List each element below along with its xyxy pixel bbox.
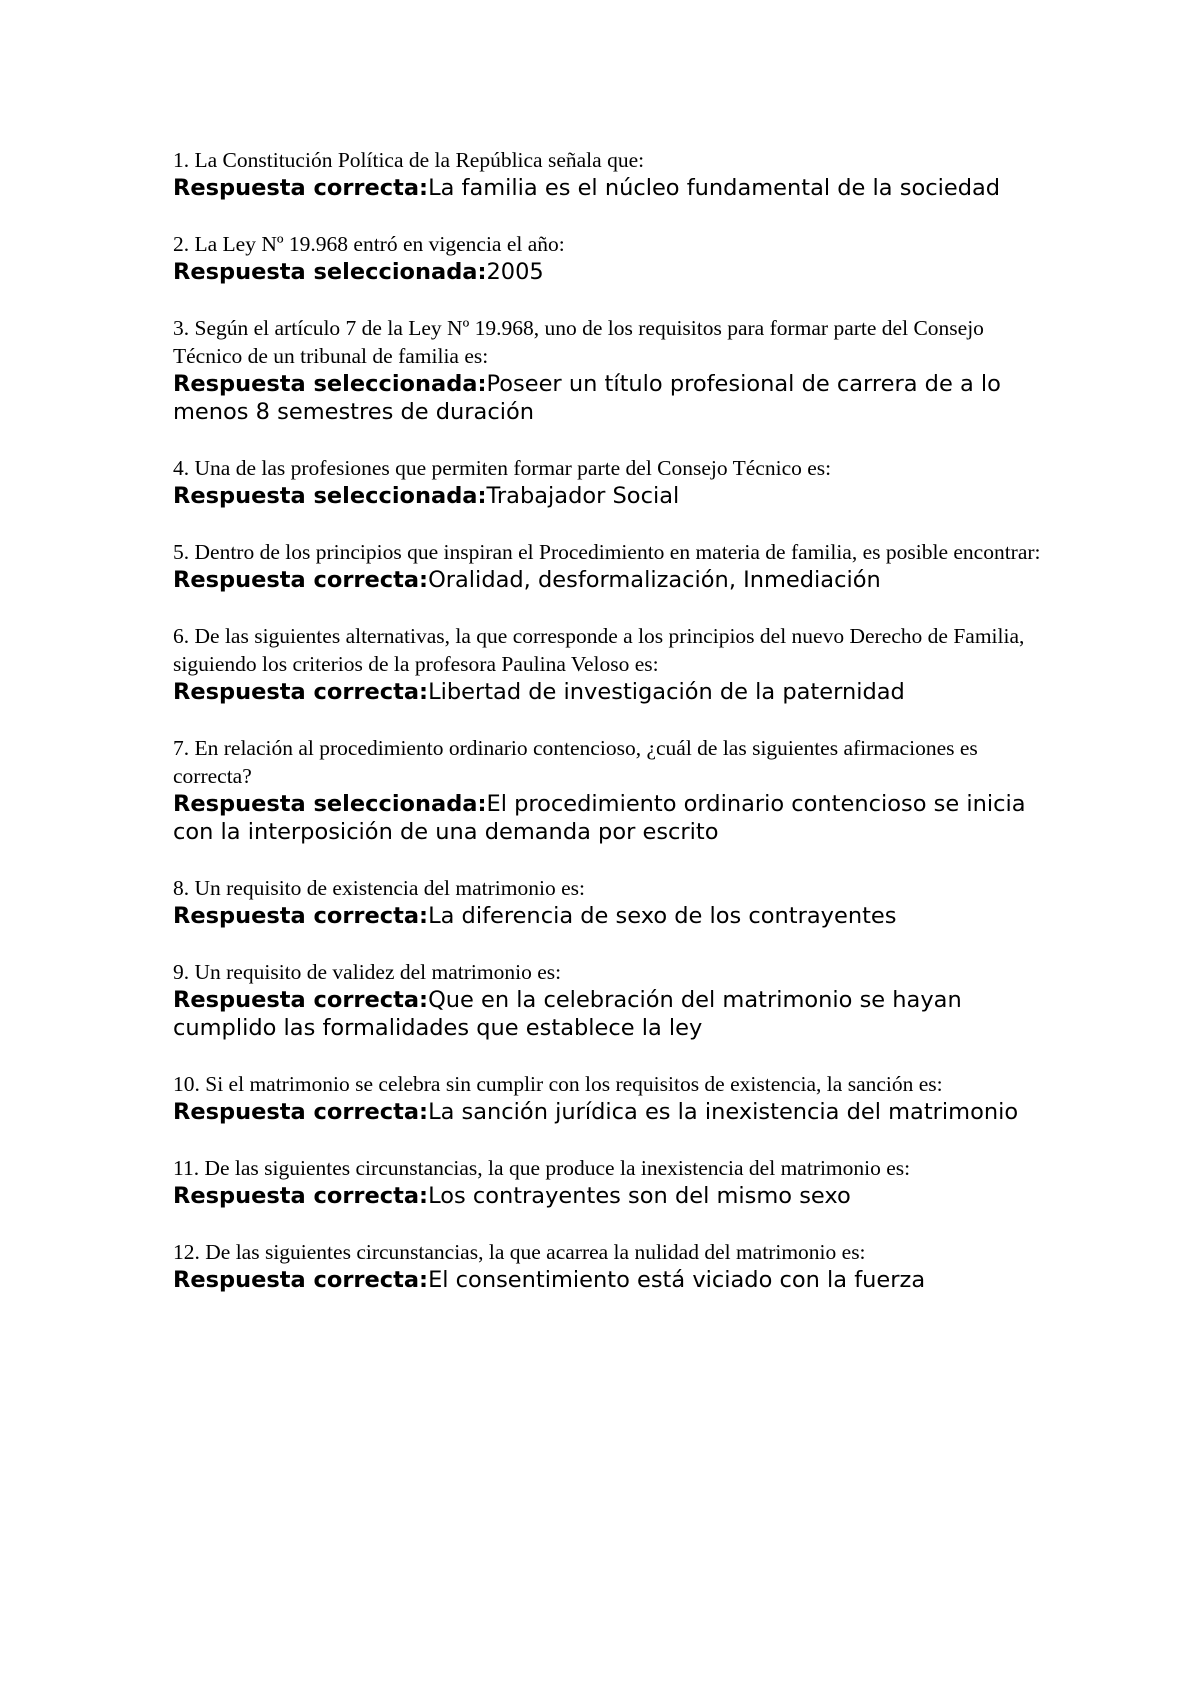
question-text: 9. Un requisito de validez del matrimonio es:: [173, 960, 562, 984]
question-text: 7. En relación al procedimiento ordinario contencioso, ¿cuál de las siguientes afirmaciones es correcta?: [173, 736, 978, 788]
question-item-8: [173, 874, 1053, 930]
question-item-3: [173, 314, 1053, 426]
answer-text: [173, 1098, 1053, 1126]
answer-value: La familia es el núcleo fundamental de la sociedad: [428, 175, 1001, 201]
answer-value: Los contrayentes son del mismo sexo: [428, 1183, 851, 1209]
answer-text: [173, 790, 1053, 846]
answer-value: Oralidad, desformalización, Inmediación: [428, 567, 881, 593]
question-text: 12. De las siguientes circunstancias, la que acarrea la nulidad del matrimonio es:: [173, 1240, 866, 1264]
answer-value: Libertad de investigación de la paternidad: [428, 679, 905, 705]
question-item-12: [173, 1238, 1053, 1294]
answer-text: [173, 174, 1053, 202]
question-text: 8. Un requisito de existencia del matrimonio es:: [173, 876, 585, 900]
answer-value: El procedimiento ordinario contencioso se inicia con la interposición de una demanda por escrito: [173, 791, 1026, 845]
answer-label: Respuesta correcta:: [173, 679, 429, 705]
answer-value: Poseer un título profesional de carrera de a lo menos 8 semestres de duración: [173, 371, 1001, 425]
question-item-2: [173, 230, 1053, 286]
answer-value: La diferencia de sexo de los contrayentes: [428, 903, 897, 929]
question-item-5: [173, 538, 1053, 594]
answer-text: [173, 482, 1053, 510]
answer-value: El consentimiento está viciado con la fuerza: [428, 1267, 926, 1293]
answer-value: Trabajador Social: [486, 483, 680, 509]
answer-text: [173, 902, 1053, 930]
question-item-9: [173, 958, 1053, 1042]
question-item-11: [173, 1154, 1053, 1210]
answer-text: [173, 678, 1053, 706]
question-text: 6. De las siguientes alternativas, la que corresponde a los principios del nuevo Derecho de Familia, siguiendo los criterios de la profesora Paulina Veloso es:: [173, 624, 1025, 676]
question-item-10: [173, 1070, 1053, 1126]
answer-label: Respuesta correcta:: [173, 987, 429, 1013]
question-item-4: [173, 454, 1053, 510]
answer-label: Respuesta seleccionada:: [173, 791, 487, 817]
question-text: 4. Una de las profesiones que permiten formar parte del Consejo Técnico es:: [173, 456, 832, 480]
answer-text: [173, 566, 1053, 594]
answer-label: Respuesta correcta:: [173, 1267, 429, 1293]
answer-value: La sanción jurídica es la inexistencia del matrimonio: [428, 1099, 1019, 1125]
answer-text: [173, 1266, 1053, 1294]
answer-label: Respuesta seleccionada:: [173, 371, 487, 397]
answer-value: Que en la celebración del matrimonio se hayan cumplido las formalidades que establece la ley: [173, 987, 962, 1041]
answer-text: [173, 986, 1053, 1042]
question-item-6: [173, 622, 1053, 706]
answer-label: Respuesta correcta:: [173, 175, 429, 201]
question-text: 3. Según el artículo 7 de la Ley Nº 19.968, uno de los requisitos para formar parte del Consejo Técnico de un tribunal de familia es:: [173, 316, 984, 368]
answer-text: [173, 1182, 1053, 1210]
question-item-1: [173, 146, 1053, 202]
answer-label: Respuesta seleccionada:: [173, 483, 487, 509]
question-text: 5. Dentro de los principios que inspiran el Procedimiento en materia de familia, es posible encontrar:: [173, 540, 1041, 564]
question-text: 10. Si el matrimonio se celebra sin cumplir con los requisitos de existencia, la sanción es:: [173, 1072, 943, 1096]
answer-label: Respuesta correcta:: [173, 567, 429, 593]
answer-text: [173, 370, 1053, 426]
answer-label: Respuesta correcta:: [173, 1183, 429, 1209]
answer-label: Respuesta seleccionada:: [173, 259, 487, 285]
question-text: 11. De las siguientes circunstancias, la que produce la inexistencia del matrimonio es:: [173, 1156, 911, 1180]
answer-text: [173, 258, 1053, 286]
question-item-7: [173, 734, 1053, 846]
answer-value: 2005: [486, 259, 544, 285]
answer-label: Respuesta correcta:: [173, 903, 429, 929]
document-page: [173, 146, 1053, 1322]
question-text: 1. La Constitución Política de la República señala que:: [173, 148, 645, 172]
question-text: 2. La Ley Nº 19.968 entró en vigencia el año:: [173, 232, 565, 256]
answer-label: Respuesta correcta:: [173, 1099, 429, 1125]
